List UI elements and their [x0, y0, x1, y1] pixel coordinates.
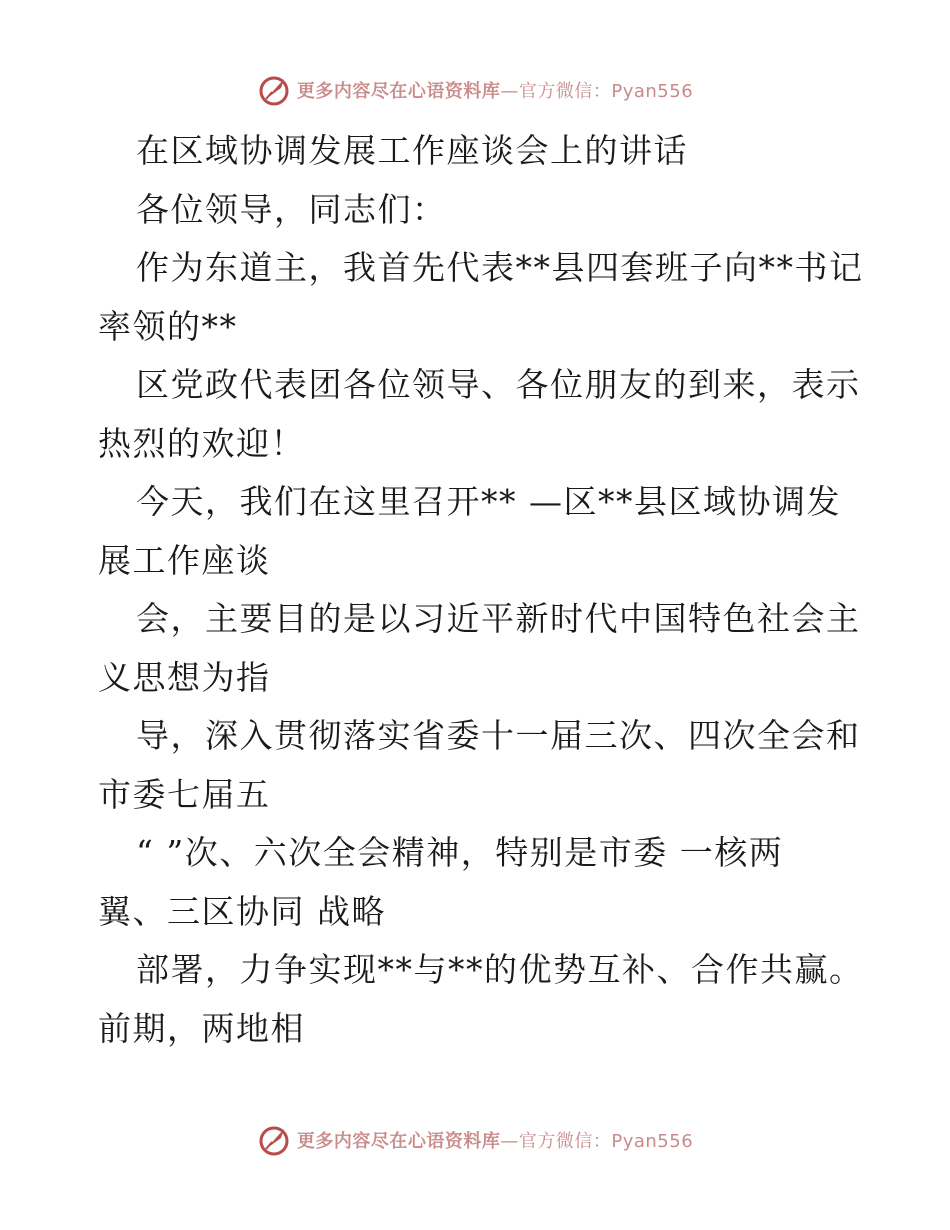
paragraph-line: 会，主要目的是以习近平新时代中国特色社会主 — [136, 599, 861, 638]
paragraph-line: “ ”次、六次全会精神，特别是市委 一核两 — [136, 833, 784, 872]
header-watermark — [0, 70, 950, 110]
paragraph-line: 展工作座谈 — [98, 540, 271, 580]
paragraph-line: 区党政代表团各位领导、各位朋友的到来，表示 — [136, 365, 861, 404]
document-title: 在区域协调发展工作座谈会上的讲话 — [136, 131, 688, 170]
paragraph-line: 各位领导，同志们： — [136, 189, 447, 229]
paragraph-line: 翼、三区协同 战略 — [98, 891, 386, 931]
watermark-text: 更多内容尽在心语资料库—官方微信：Pyan556 — [296, 81, 694, 102]
paragraph-line: 部署，力争实现**与**的优势互补、合作共赢。 — [136, 950, 864, 989]
paragraph-line: 率领的** — [98, 306, 238, 346]
paragraph-line: 义思想为指 — [98, 657, 271, 697]
paragraph-line: 热烈的欢迎！ — [98, 423, 305, 463]
paragraph-line: 作为东道主，我首先代表**县四套班子向**书记 — [136, 248, 864, 287]
watermark-text: 更多内容尽在心语资料库—官方微信：Pyan556 — [296, 1131, 694, 1152]
quill-logo-icon — [257, 73, 291, 107]
paragraph-line: 今天，我们在这里召开** —区**县区域协调发 — [136, 482, 841, 521]
document-body — [98, 122, 864, 1058]
paragraph-line: 市委七届五 — [98, 774, 271, 814]
paragraph-line: 导，深入贯彻落实省委十一届三次、四次全会和 — [136, 716, 861, 755]
footer-watermark — [0, 1120, 950, 1160]
paragraph-line: 前期，两地相 — [98, 1008, 305, 1048]
quill-logo-icon — [257, 1123, 291, 1157]
